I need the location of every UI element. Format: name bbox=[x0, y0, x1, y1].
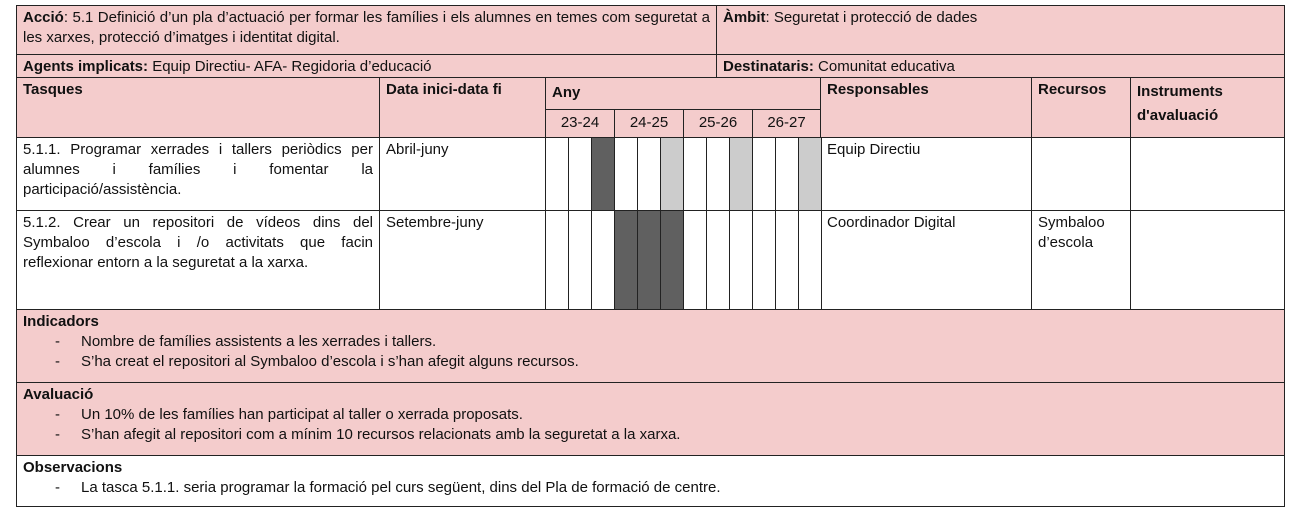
avaluacio-list bbox=[23, 405, 1278, 445]
timeline-cell bbox=[706, 210, 730, 310]
timeline-cell bbox=[637, 137, 661, 211]
year-23-24: 23-24 bbox=[545, 109, 615, 138]
avaluacio-title: Avaluació bbox=[23, 386, 94, 403]
timeline-cell bbox=[798, 137, 822, 211]
ambit-text: : Seguretat i protecció de dades bbox=[765, 9, 978, 26]
timeline-cell bbox=[729, 137, 753, 211]
col-data: Data inici-data fi bbox=[379, 77, 546, 138]
timeline-cell bbox=[683, 210, 707, 310]
destinataris-label: Destinataris: bbox=[723, 58, 814, 75]
col-recursos: Recursos bbox=[1031, 77, 1131, 138]
action-plan-table bbox=[16, 5, 1285, 507]
task-1-text: 5.1.1. Programar xerrades i tallers periòdics per alumnes i famílies i fomentar la participació/assistència. bbox=[16, 137, 380, 211]
task-2-text: 5.1.2. Crear un repositori de vídeos dins del Symbaloo d’escola i /o activitats que facin reflexionar entorn a la seguretat a la xarxa. bbox=[16, 210, 380, 310]
timeline-cell bbox=[591, 210, 615, 310]
timeline-cell bbox=[729, 210, 753, 310]
list-item: - S’ha creat el repositori al Symbaloo d’escola i s’han afegit alguns recursos. bbox=[81, 352, 1278, 372]
timeline-cell bbox=[545, 210, 569, 310]
indicadors-section bbox=[16, 309, 1285, 383]
task-1-recursos bbox=[1031, 137, 1131, 211]
col-responsables: Responsables bbox=[820, 77, 1032, 138]
col-any: Any bbox=[545, 77, 821, 110]
timeline-cell bbox=[614, 137, 638, 211]
list-item: - La tasca 5.1.1. seria programar la formació pel curs següent, dins del Pla de formació de centre. bbox=[81, 478, 1278, 498]
agents-text: Equip Directiu- AFA- Regidoria d’educació bbox=[148, 58, 432, 75]
ambit-label: Àmbit bbox=[723, 9, 766, 26]
ambit-cell bbox=[716, 5, 1285, 55]
timeline-cell bbox=[660, 210, 684, 310]
timeline-cell bbox=[775, 210, 799, 310]
timeline-cell bbox=[752, 210, 776, 310]
avaluacio-section bbox=[16, 382, 1285, 456]
task-2-instruments bbox=[1130, 210, 1285, 310]
task-1-instruments bbox=[1130, 137, 1285, 211]
accio-label: Acció bbox=[23, 9, 64, 26]
timeline-cell bbox=[683, 137, 707, 211]
list-item: - Nombre de famílies assistents a les xerrades i tallers. bbox=[81, 332, 1278, 352]
accio-text: : 5.1 Definició d’un pla d’actuació per formar les famílies i els alumnes en temes com seguretat a les xarxes, protecció d’imatges i identitat digital. bbox=[23, 9, 710, 46]
accio-cell bbox=[16, 5, 717, 55]
observacions-section bbox=[16, 455, 1285, 507]
col-tasques: Tasques bbox=[16, 77, 380, 138]
task-2-recursos: Symbaloo d’escola bbox=[1031, 210, 1131, 310]
observacions-title: Observacions bbox=[23, 459, 123, 476]
col-instruments: Instruments d'avaluació bbox=[1130, 77, 1285, 138]
year-26-27: 26-27 bbox=[752, 109, 821, 138]
year-25-26: 25-26 bbox=[683, 109, 753, 138]
timeline-cell bbox=[568, 210, 592, 310]
year-24-25: 24-25 bbox=[614, 109, 684, 138]
timeline-cell bbox=[660, 137, 684, 211]
timeline-cell bbox=[775, 137, 799, 211]
list-item: - Un 10% de les famílies han participat al taller o xerrada proposats. bbox=[81, 405, 1278, 425]
indicadors-title: Indicadors bbox=[23, 313, 99, 330]
timeline-cell bbox=[752, 137, 776, 211]
timeline-cell bbox=[545, 137, 569, 211]
agents-cell bbox=[16, 54, 717, 78]
list-item: - S’han afegit al repositori com a mínim 10 recursos relacionats amb la seguretat a la xarxa. bbox=[81, 425, 1278, 445]
timeline-cell bbox=[614, 210, 638, 310]
timeline-cell bbox=[637, 210, 661, 310]
task-1-responsables: Equip Directiu bbox=[820, 137, 1032, 211]
destinataris-cell bbox=[716, 54, 1285, 78]
indicadors-list bbox=[23, 332, 1278, 372]
destinataris-text: Comunitat educativa bbox=[813, 58, 955, 75]
agents-label: Agents implicats: bbox=[23, 58, 149, 75]
timeline-cell bbox=[798, 210, 822, 310]
observacions-list bbox=[23, 478, 1278, 498]
task-2-responsables: Coordinador Digital bbox=[820, 210, 1032, 310]
timeline-cell bbox=[568, 137, 592, 211]
timeline-cell bbox=[591, 137, 615, 211]
task-2-dates: Setembre-juny bbox=[379, 210, 546, 310]
task-1-dates: Abril-juny bbox=[379, 137, 546, 211]
timeline-cell bbox=[706, 137, 730, 211]
